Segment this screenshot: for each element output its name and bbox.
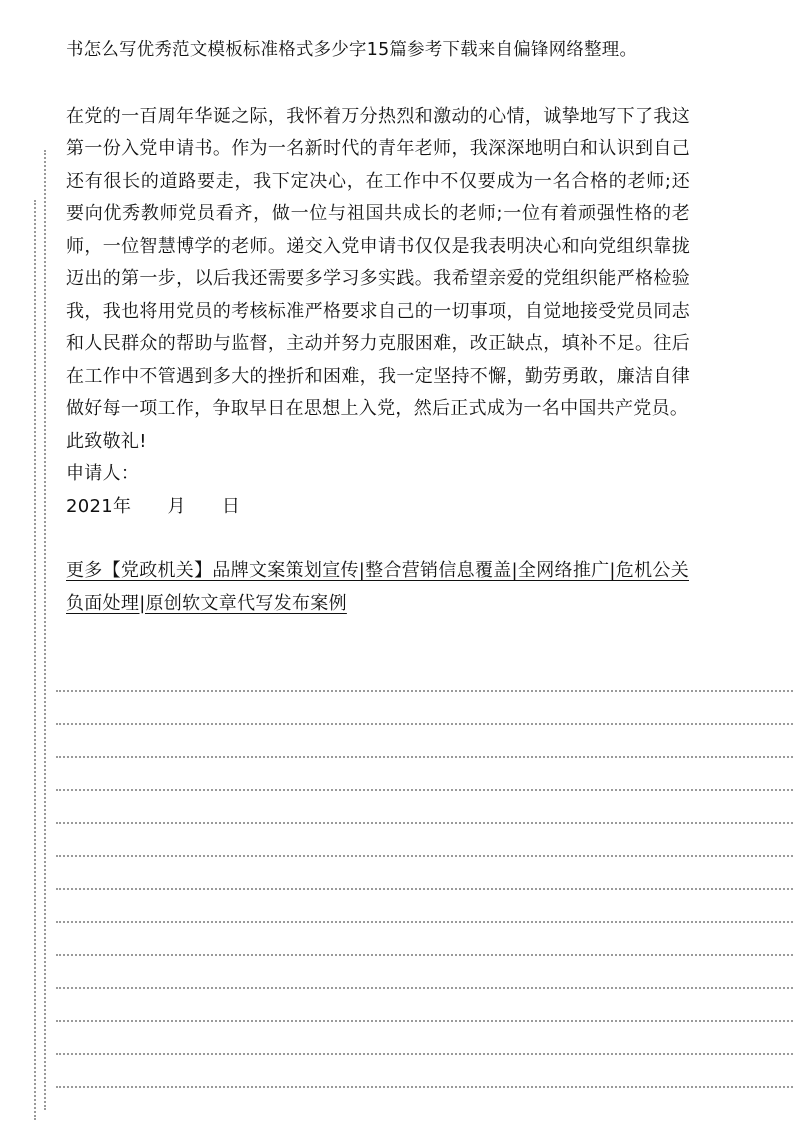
ruled-line: [56, 690, 793, 692]
margin-dotted-guide-inner: [44, 150, 46, 1110]
applicant-label: 申请人：: [66, 463, 140, 484]
margin-dotted-guide: [34, 200, 36, 1120]
promo-link[interactable]: 更多【党政机关】品牌文案策划宣传|整合营销信息覆盖|全网络推广|危机公关负面处理|原创软文章代写发布案例: [66, 560, 689, 614]
ruled-line: [56, 987, 793, 989]
ruled-line: [56, 822, 793, 824]
application-paragraph: 在党的一百周年华诞之际，我怀着万分热烈和激动的心情，诚挚地写下了我这第一份入党申请书。作为一名新时代的青年老师，我深深地明白和认识到自己还有很长的道路要走，我下定决心，在工作中不仅要成为一名合格的老师;还要向优秀教师党员看齐，做一位与祖国共成长的老师;一位有着顽强性格的老师，一位智慧博学的老师。递交入党申请书仅仅是我表明决心和向党组织靠拢迈出的第一步，以后我还需要多学习多实践。我希望亲爱的党组织能严格检验我，我也将用党员的考核标准严格要求自己的一切事项，自觉地接受党员同志和人民群众的帮助与监督，主动并努力克服困难，改正缺点，填补不足。往后在工作中不管遇到多大的挫折和困难，我一定坚持不懈，勤劳勇敢，廉洁自律做好每一项工作，争取早日在思想上入党，然后正式成为一名中国共产党员。: [66, 105, 690, 419]
ruled-line: [56, 1053, 793, 1055]
ruled-line: [56, 855, 793, 857]
header-line: 书怎么写优秀范文模板标准格式多少字15篇参考下载来自偏锋网络整理。: [66, 40, 638, 60]
dotted-ruled-lines: [56, 660, 793, 1120]
ruled-line: [56, 888, 793, 890]
ruled-line: [56, 756, 793, 758]
ruled-line: [56, 723, 793, 725]
ruled-line: [56, 789, 793, 791]
ruled-line: [56, 954, 793, 956]
date-line: 2021年 月 日: [66, 495, 241, 517]
ruled-line: [56, 1020, 793, 1022]
ruled-line: [56, 921, 793, 923]
document-body: [66, 34, 690, 620]
closing-salutation: 此致敬礼!: [66, 430, 147, 452]
ruled-line: [56, 1086, 793, 1088]
